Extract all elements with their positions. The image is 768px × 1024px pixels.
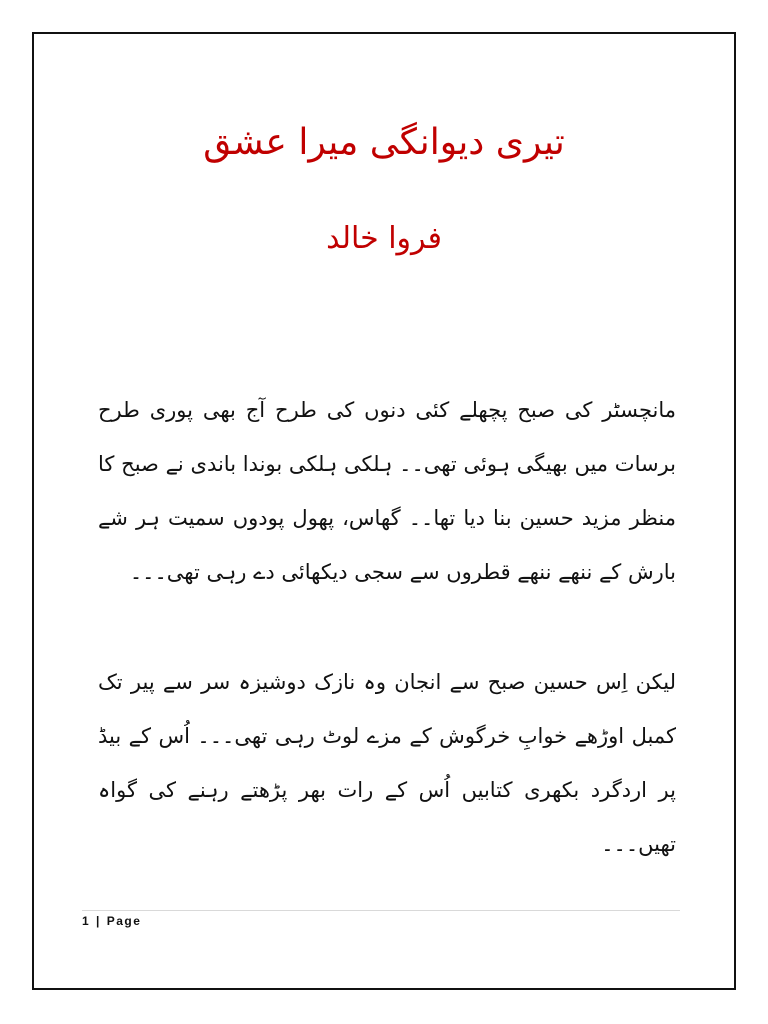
footer-separator: | — [96, 914, 101, 928]
paragraph-2: لیکن اِس حسین صبح سے انجان وہ نازک دوشیزہ سر سے پیر تک کمبل اوڑھے خوابِ خرگوش کے مزے لوٹ رہی تھی۔۔۔ اُس کے بیڈ پر اردگرد بکھری کتابیں اُس کے رات بھر پڑھتے رہنے کی گواہ تھیں۔۔۔ — [98, 670, 676, 856]
author-name: فروا خالد — [326, 221, 442, 256]
page-number: 1 — [82, 914, 91, 928]
footer-divider — [82, 910, 680, 911]
paragraph-1: مانچسٹر کی صبح پچھلے کئی دنوں کی طرح آج بھی پوری طرح برسات میں بھیگی ہوئی تھی۔۔ ہلکی ہلکی بوندا باندی نے صبح کا منظر مزید حسین بنا دیا تھا۔۔ گھاس، پھول پودوں سمیت ہر شے بارش کے ننھے ننھے قطروں سے سجی دیکھائی دے رہی تھی۔۔۔ — [98, 398, 676, 584]
document-title: تیری دیوانگی میرا عشق — [203, 122, 565, 163]
page-label: Page — [106, 914, 142, 928]
page-footer — [82, 912, 141, 930]
